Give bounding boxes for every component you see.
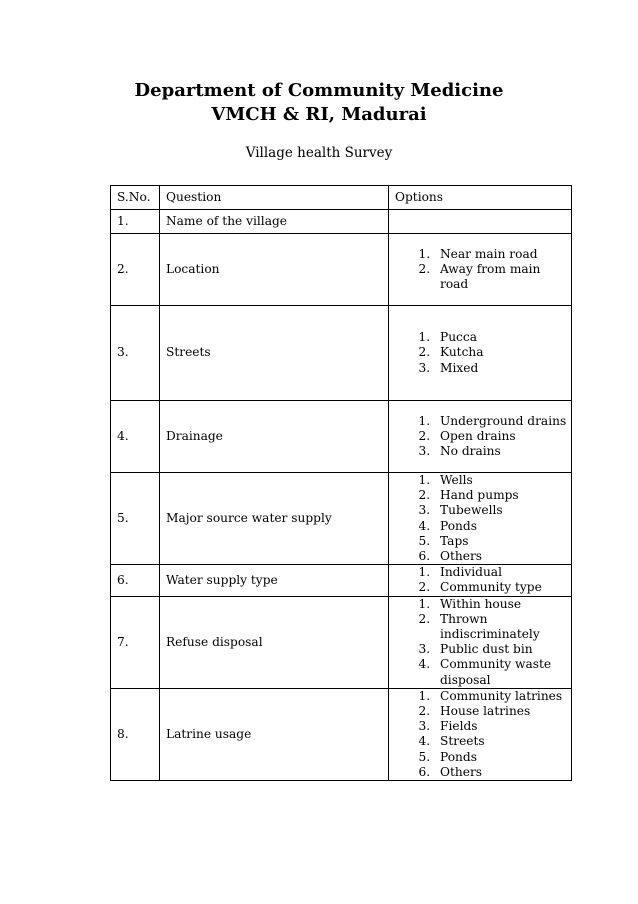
option-item: 4. Community waste disposal [434,657,571,687]
row-number: 5. [111,473,160,565]
table-row [111,401,572,473]
row-options [389,401,572,473]
option-item: 1. Wells [434,473,571,488]
option-item: 1. Community latrines [434,689,571,704]
row-options [389,473,572,565]
row-question: Streets [160,306,389,401]
table-row [111,596,572,688]
option-item: 2. House latrines [434,704,571,719]
option-item: 5. Taps [434,534,571,549]
department-title: Department of Community Medicine [134,80,504,101]
option-item: 1. Within house [434,597,571,612]
options-list [395,247,571,293]
option-item: 4. Streets [434,734,571,749]
option-item: 2. Thrown indiscriminately [434,612,571,642]
option-item: 5. Ponds [434,750,571,765]
row-question: Name of the village [160,210,389,234]
options-list [395,689,571,780]
option-item: 6. Others [434,549,571,564]
options-list [395,565,571,595]
column-header-sno: S.No. [111,186,160,210]
row-options [389,306,572,401]
option-item: 4. Ponds [434,519,571,534]
row-options [389,210,572,234]
table-row [111,210,572,234]
row-number: 2. [111,234,160,306]
table-row [111,234,572,306]
row-question: Refuse disposal [160,596,389,688]
row-question: Drainage [160,401,389,473]
option-item: 3. Mixed [434,361,571,376]
row-number: 7. [111,596,160,688]
row-question: Water supply type [160,565,389,596]
column-header-options: Options [389,186,572,210]
table-row [111,688,572,780]
survey-table [110,185,572,781]
row-number: 1. [111,210,160,234]
option-item: 3. Tubewells [434,503,571,518]
option-item: 1. Underground drains [434,414,571,429]
options-list [395,473,571,564]
row-options [389,565,572,596]
table-row [111,306,572,401]
row-number: 3. [111,306,160,401]
option-item: 1. Near main road [434,247,571,262]
option-item: 2. Kutcha [434,345,571,360]
option-item: 3. No drains [434,444,571,459]
row-options [389,234,572,306]
table-header-row [111,186,572,210]
option-item: 6. Others [434,765,571,780]
option-item: 2. Open drains [434,429,571,444]
option-item: 1. Pucca [434,330,571,345]
option-item: 2. Community type [434,580,571,595]
option-item: 2. Hand pumps [434,488,571,503]
option-item: 3. Public dust bin [434,642,571,657]
option-item: 2. Away from main road [434,262,571,292]
row-options [389,596,572,688]
row-number: 6. [111,565,160,596]
row-options [389,688,572,780]
options-list [395,414,571,460]
row-question: Latrine usage [160,688,389,780]
option-item: 1. Individual [434,565,571,580]
option-item: 3. Fields [434,719,571,734]
institution-title: VMCH & RI, Madurai [211,104,427,125]
options-list [395,597,571,688]
table-row [111,565,572,596]
row-number: 8. [111,688,160,780]
row-question: Major source water supply [160,473,389,565]
table-row [111,473,572,565]
row-question: Location [160,234,389,306]
survey-title: Village health Survey [245,145,393,161]
options-list [395,330,571,376]
column-header-question: Question [160,186,389,210]
row-number: 4. [111,401,160,473]
